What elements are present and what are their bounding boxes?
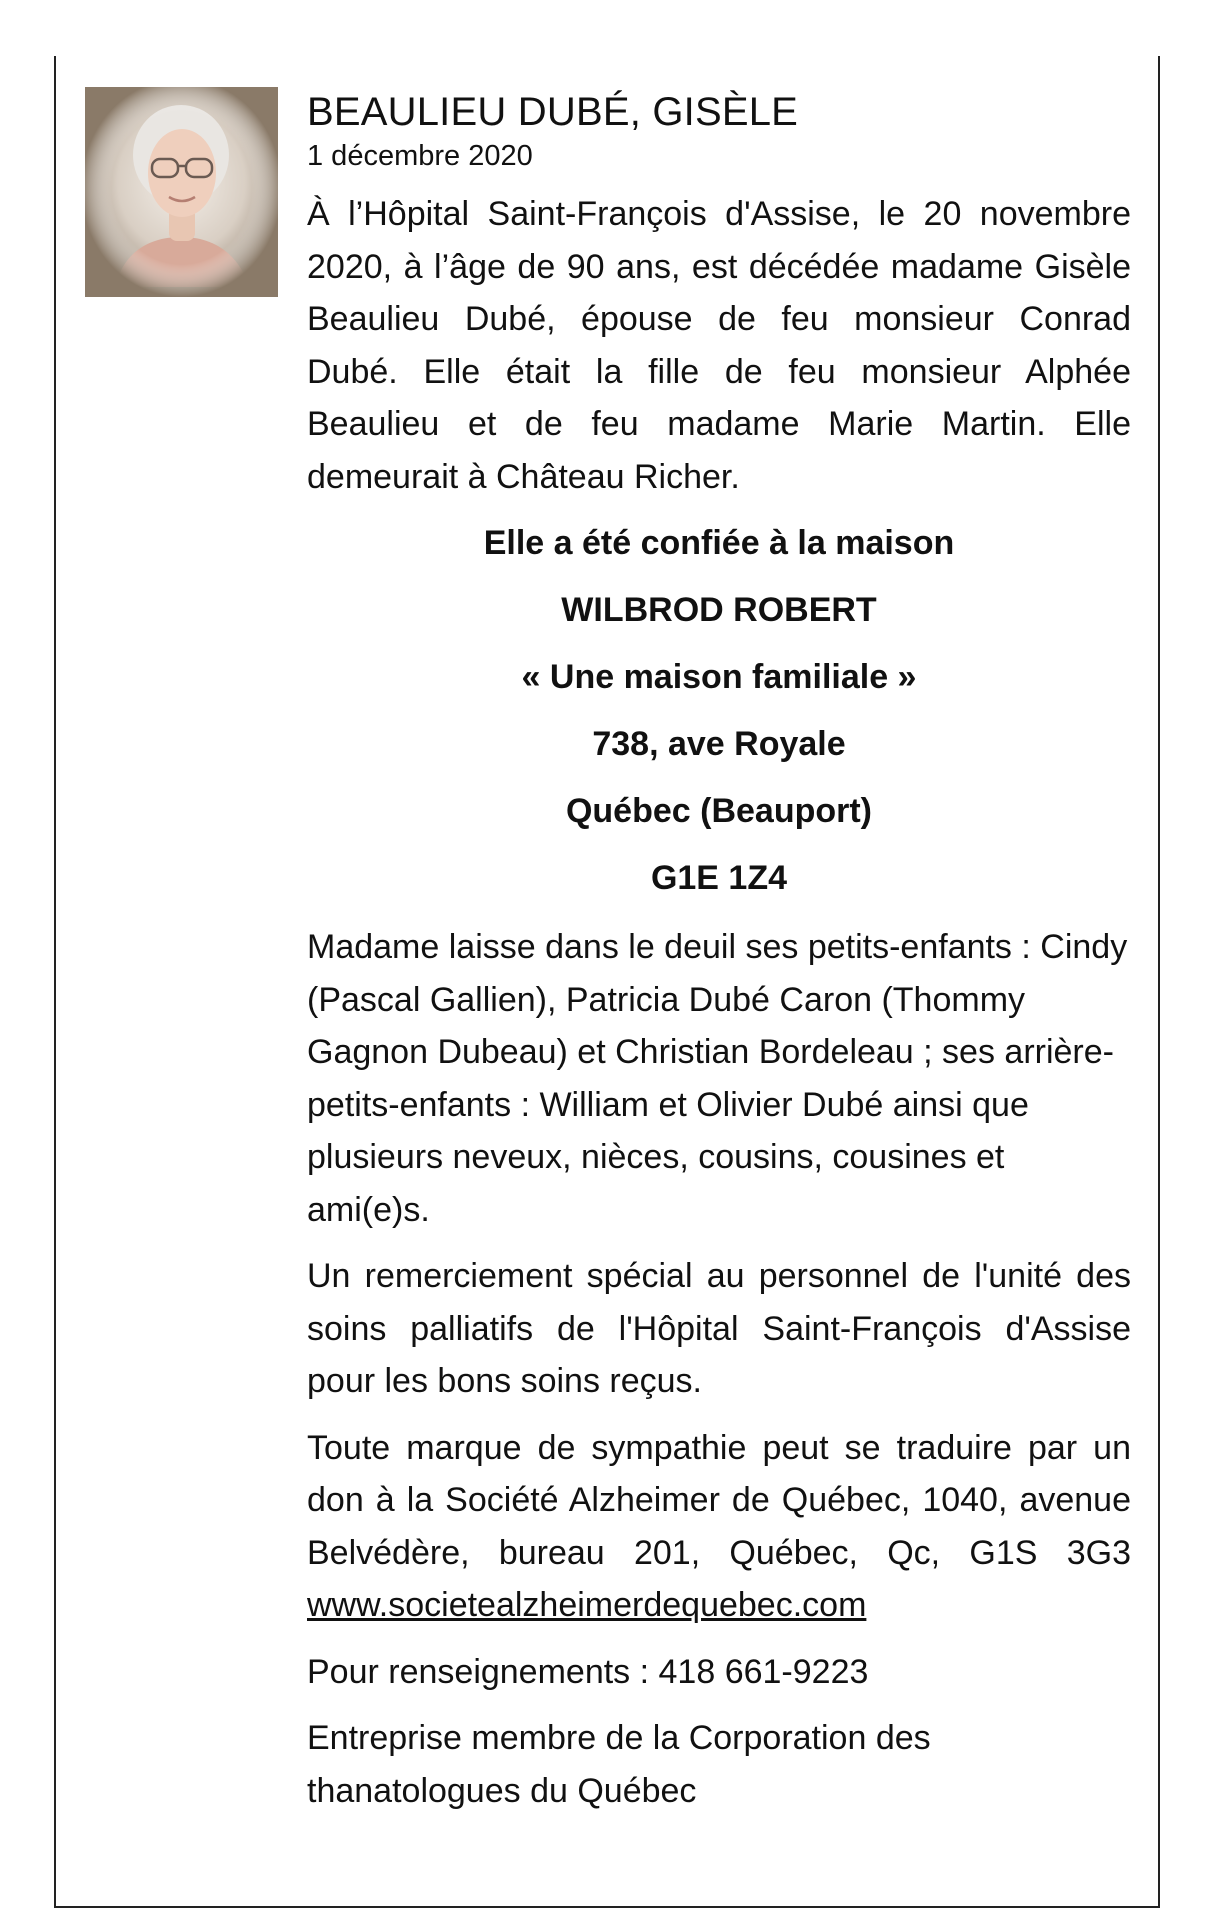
membership-paragraph: Entreprise membre de la Corporation des thanatologues du Québec <box>307 1719 931 1810</box>
portrait-image <box>85 87 278 297</box>
obituary-content <box>307 86 1131 1831</box>
publication-date: 1 décembre 2020 <box>307 140 533 172</box>
deceased-name: BEAULIEU DUBÉ, GISÈLE <box>307 90 799 134</box>
intro-paragraph: À l’Hôpital Saint-François d'Assise, le 20 novembre 2020, à l’âge de 90 ans, est décédée madame Gisèle Beaulieu Dubé, épouse de feu monsieur Conrad Dubé. Elle était la fille de feu monsieur Alphée Beaulieu et de feu madame Marie Martin. Elle demeurait à Château Richer. <box>307 195 1131 496</box>
funeral-home-slogan: « Une maison familiale » <box>521 658 917 696</box>
donation-website-link[interactable]: www.societealzheimerdequebec.com <box>307 1586 867 1624</box>
funeral-home-block <box>307 523 1131 898</box>
donation-paragraph <box>307 1422 1131 1632</box>
family-paragraph: Madame laisse dans le deuil ses petits-enfants : Cindy (Pascal Gallien), Patricia Dubé Caron (Thommy Gagnon Dubeau) et Christian Bordeleau ; ses arrière-petits-enfants : William et Olivier Dubé ainsi que plusieurs neveux, nièces, cousins, cousines et ami(e)s. <box>307 928 1128 1229</box>
funeral-home-street: 738, ave Royale <box>592 725 846 763</box>
portrait-photo <box>85 87 278 297</box>
info-paragraph: Pour renseignements : 418 661-9223 <box>307 1652 869 1691</box>
funeral-home-city: Québec (Beauport) <box>565 792 873 830</box>
funeral-home-line-1: Elle a été confiée à la maison <box>483 524 955 562</box>
donation-text: Toute marque de sympathie peut se traduire par un don à la Société Alzheimer de Québec, 1040, avenue Belvédère, bureau 201, Québec, Qc, G1S 3G3 <box>307 1428 1131 1572</box>
funeral-home-postal-code: G1E 1Z4 <box>650 859 788 897</box>
thanks-paragraph: Un remerciement spécial au personnel de l'unité des soins palliatifs de l'Hôpital Saint-François d'Assise pour les bons soins reçus. <box>307 1257 1131 1400</box>
funeral-home-name: WILBROD ROBERT <box>561 591 877 629</box>
